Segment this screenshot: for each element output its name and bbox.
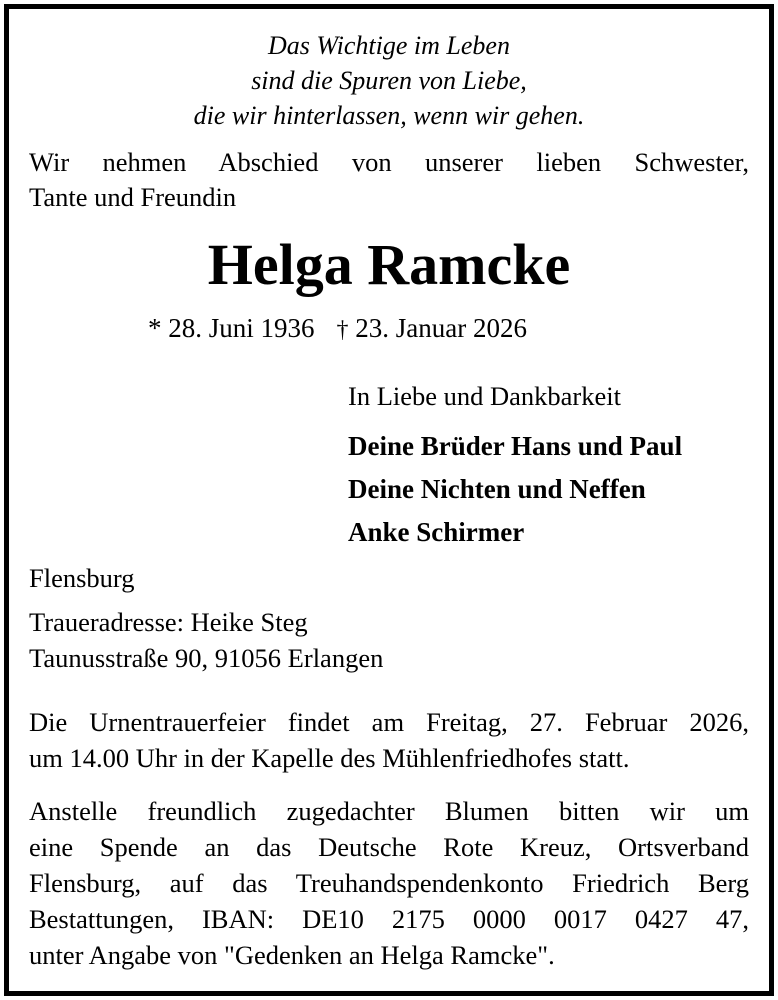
mourner-name: Deine Brüder Hans und Paul (348, 431, 683, 461)
quote-line: sind die Spuren von Liebe, (251, 66, 527, 95)
donation-line: Bestattungen, IBAN: DE10 2175 0000 0017 0427 47, (29, 904, 749, 934)
quote-line: die wir hinterlassen, wenn wir gehen. (193, 101, 585, 130)
donation-line: Flensburg, auf das Treuhandspendenkonto Friedrich Berg (29, 868, 749, 898)
farewell-intro (29, 145, 749, 215)
donation-line: unter Angabe von "Gedenken an Helga Ramcke". (29, 940, 555, 970)
life-dates (148, 310, 527, 348)
ceremony-notice (29, 704, 749, 776)
donation-line: Anstelle freundlich zugedachter Blumen bitten wir um (29, 796, 749, 826)
address-line: Taunusstraße 90, 91056 Erlangen (29, 643, 384, 673)
donation-notice (29, 793, 749, 973)
mourner-name: Anke Schirmer (348, 517, 525, 547)
mourner-name: Deine Nichten und Neffen (348, 474, 646, 504)
intro-line: Wir nehmen Abschied von unserer lieben Schwester, (29, 147, 749, 177)
dagger-icon: † (336, 317, 349, 343)
memorial-quote (0, 28, 778, 133)
mourners-intro: In Liebe und Dankbarkeit (348, 381, 621, 411)
ceremony-line: Die Urnentrauerfeier findet am Freitag, 27. Februar 2026, (29, 707, 749, 737)
place: Flensburg (29, 563, 135, 593)
ceremony-line: um 14.00 Uhr in der Kapelle des Mühlenfriedhofes statt. (29, 743, 630, 773)
mourners-list (348, 425, 682, 554)
donation-line: eine Spende an das Deutsche Rote Kreuz, Ortsverband (29, 832, 749, 862)
birth-date: * 28. Juni 1936 (148, 313, 315, 343)
intro-line: Tante und Freundin (29, 182, 237, 212)
quote-line: Das Wichtige im Leben (268, 31, 510, 60)
address-line: Traueradresse: Heike Steg (29, 607, 308, 637)
mourning-address (29, 604, 383, 676)
death-date: 23. Januar 2026 (355, 313, 527, 343)
deceased-name: Helga Ramcke (207, 232, 571, 297)
